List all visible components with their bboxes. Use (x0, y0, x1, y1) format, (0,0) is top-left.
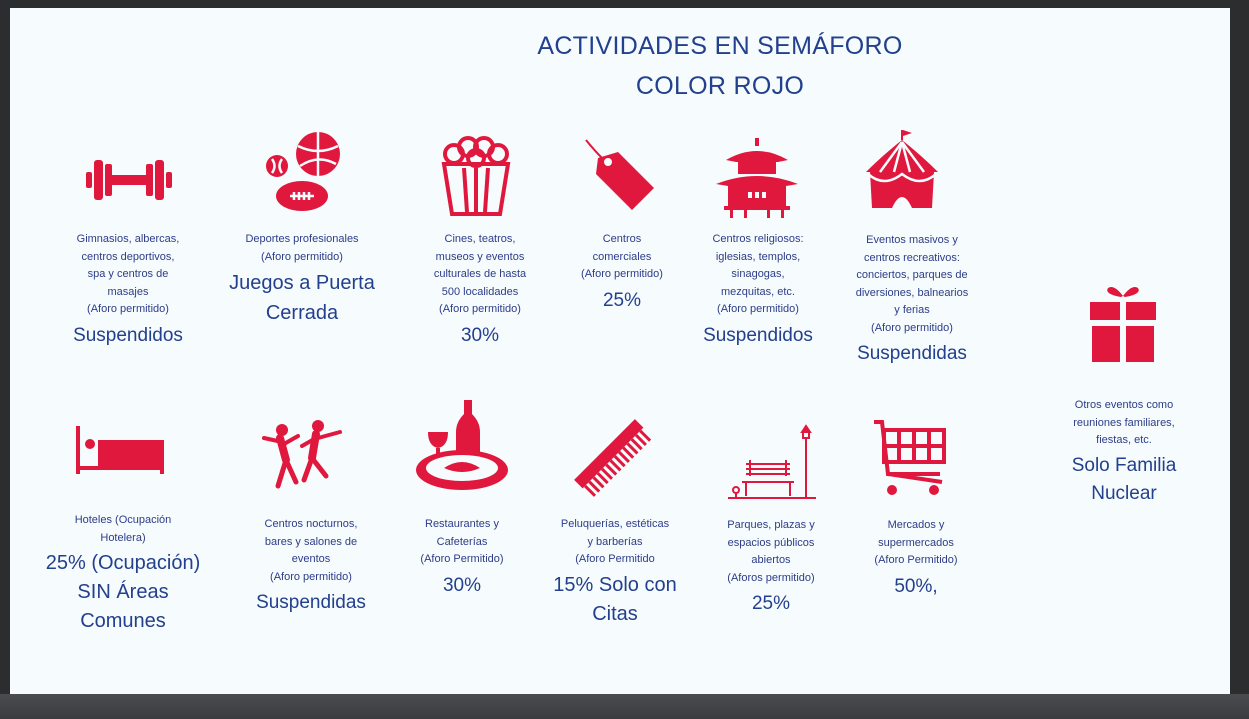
restaurants-desc-2: Cafeterías (436, 535, 488, 548)
cinemas-desc-4: 500 localidades (441, 285, 519, 298)
restaurant-icon (414, 400, 508, 492)
cinemas-desc-5: (Aforo permitido) (439, 303, 521, 315)
religious-desc-5: (Aforo permitido) (717, 303, 799, 315)
parks-desc-2: espacios públicos (727, 536, 815, 549)
activity-pro-sports (212, 231, 392, 328)
activity-mass-events (830, 232, 994, 368)
parks-desc-3: abiertos (751, 554, 791, 566)
other-status-1: Solo Familia (1071, 454, 1177, 476)
parks-desc-1: Parques, plazas y (727, 519, 815, 531)
gyms-status: Suspendidos (73, 324, 183, 346)
malls-desc-1: Centros (602, 233, 642, 245)
dumbbell-icon (86, 152, 172, 208)
salons-status-2: Citas (592, 602, 638, 625)
activity-parks (696, 517, 846, 618)
malls-desc-3: (Aforo permitido) (581, 268, 663, 280)
mass-events-desc-2: centros recreativos: (864, 251, 960, 264)
nightclubs-desc-1: Centros nocturnos, (264, 518, 358, 530)
mass-events-status: Suspendidas (857, 343, 967, 364)
shopping-cart-icon (872, 418, 950, 498)
comb-icon (572, 418, 654, 498)
temple-icon (714, 138, 800, 218)
restaurants-desc-3: (Aforo Permitido) (420, 553, 504, 565)
cinemas-status: 30% (460, 324, 500, 346)
other-desc-3: fiestas, etc. (1096, 434, 1152, 446)
cinemas-desc-3: culturales de hasta (433, 268, 527, 280)
restaurants-desc-1: Restaurantes y (425, 518, 499, 530)
slide-title (470, 26, 970, 106)
parks-status: 25% (751, 593, 791, 614)
activity-gyms (48, 231, 208, 350)
gyms-desc-1: Gimnasios, albercas, (76, 233, 180, 245)
mass-events-desc-6: (Aforo permitido) (871, 321, 953, 334)
activity-salons (540, 516, 690, 629)
nightclubs-desc-4: (Aforo permitido) (270, 570, 352, 583)
markets-desc-3: (Aforo Permitido) (874, 554, 958, 566)
nightclubs-desc-3: eventos (291, 553, 331, 565)
mass-events-desc-3: conciertos, parques de (856, 269, 968, 281)
nightclubs-status: Suspendidas (256, 592, 366, 613)
religious-desc-1: Centros religiosos: (712, 233, 804, 245)
pro-sports-desc-1: Deportes profesionales (245, 233, 359, 245)
sports-balls-icon (262, 130, 346, 214)
mass-events-desc-5: y ferias (894, 304, 930, 316)
hotel-bed-icon (76, 426, 166, 476)
malls-desc-2: comerciales (592, 250, 652, 263)
religious-desc-3: sinagogas, (731, 268, 785, 280)
markets-desc-1: Mercados y (887, 519, 945, 531)
mass-events-desc-1: Eventos masivos y (866, 234, 958, 246)
gyms-desc-2: centros deportivos, (81, 250, 175, 263)
malls-status: 25% (602, 289, 642, 311)
activity-cinemas (400, 231, 560, 350)
markets-desc-2: supermercados (878, 536, 954, 549)
cinemas-desc-1: Cines, teatros, (444, 233, 516, 245)
screen-bottom-edge (0, 694, 1249, 719)
salons-status-1: 15% Solo con (553, 573, 677, 596)
activity-restaurants (392, 516, 532, 600)
salons-desc-3: (Aforo Permitido (575, 553, 655, 565)
title-line-2: COLOR ROJO (635, 72, 805, 100)
activity-nightclubs (226, 516, 396, 617)
other-desc-2: reuniones familiares, (1073, 416, 1175, 429)
hotels-desc-1: Hoteles (Ocupación (74, 514, 172, 526)
title-line-1: ACTIVIDADES EN SEMÁFORO (537, 32, 903, 60)
price-tag-icon (584, 138, 658, 214)
parks-desc-4: (Aforos permitido) (727, 571, 815, 584)
salons-desc-1: Peluquerías, estéticas (560, 518, 670, 530)
popcorn-icon (440, 136, 512, 216)
gift-icon (1088, 282, 1158, 364)
pro-sports-status-1: Juegos a Puerta (229, 272, 375, 294)
mass-events-desc-4: diversiones, balnearios (855, 286, 969, 299)
activity-markets (846, 517, 986, 601)
markets-status: 50%, (894, 575, 938, 597)
pro-sports-desc-2: (Aforo permitido) (261, 250, 343, 263)
gyms-desc-5: (Aforo permitido) (87, 303, 169, 315)
other-status-2: Nuclear (1091, 482, 1157, 504)
circus-tent-icon (864, 128, 940, 210)
religious-desc-2: iglesias, templos, (715, 250, 801, 263)
other-desc-1: Otros eventos como (1074, 399, 1174, 411)
hotels-status-1: 25% (Ocupación) (45, 552, 201, 574)
gyms-desc-3: spa y centros de (87, 268, 169, 280)
activity-malls (552, 231, 692, 315)
activity-religious (686, 231, 830, 350)
nightclubs-desc-2: bares y salones de (264, 535, 358, 548)
hotels-status-3: Comunes (80, 610, 166, 632)
religious-status: Suspendidos (703, 324, 813, 346)
pro-sports-status-2: Cerrada (265, 302, 339, 324)
salons-desc-2: y barberías (587, 535, 643, 548)
cinemas-desc-2: museos y eventos (435, 250, 525, 263)
hotels-desc-2: Hotelera) (100, 531, 146, 544)
religious-desc-4: mezquitas, etc. (721, 285, 795, 298)
restaurants-status: 30% (442, 574, 482, 596)
activity-other-events (1034, 397, 1214, 508)
park-bench-icon (726, 424, 818, 500)
gyms-desc-4: masajes (107, 285, 149, 298)
hotels-status-2: SIN Áreas (77, 581, 169, 603)
dancing-people-icon (256, 418, 348, 492)
activity-hotels (28, 512, 218, 636)
